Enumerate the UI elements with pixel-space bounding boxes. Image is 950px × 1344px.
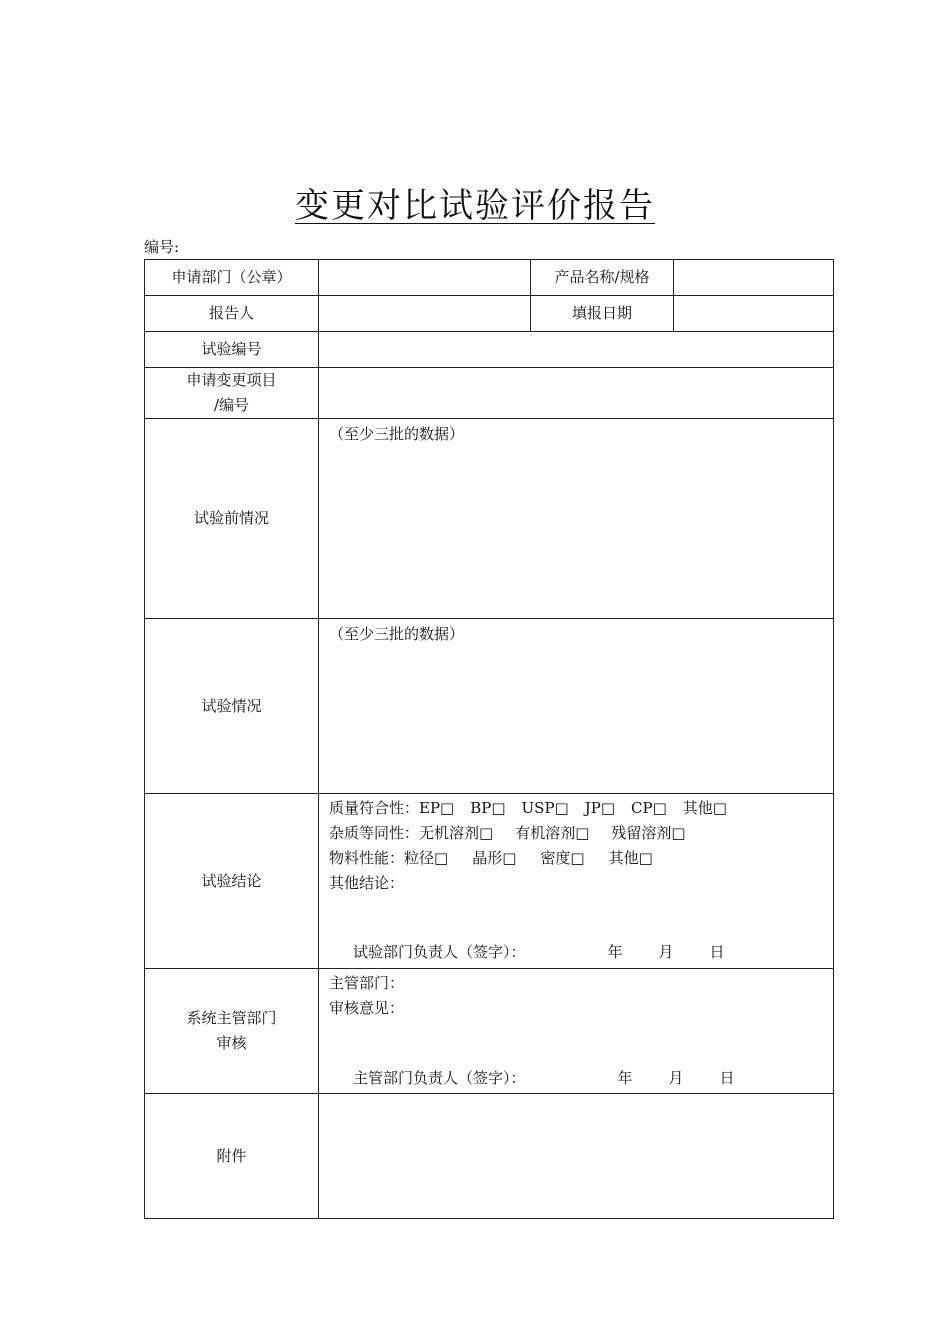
test-field[interactable] <box>319 619 834 794</box>
test-note: （至少三批的数据） <box>329 625 465 643</box>
review-day: 日 <box>719 1069 735 1087</box>
impurity-option-organic[interactable]: 有机溶剂□ <box>515 824 590 842</box>
product-field[interactable] <box>674 260 834 296</box>
document-number-label: 编号: <box>144 238 180 256</box>
date-field[interactable] <box>674 296 834 332</box>
test-day: 日 <box>709 943 725 961</box>
review-label-line1: 系统主管部门 <box>186 1009 277 1027</box>
evaluation-form-table <box>144 259 834 1219</box>
test-signature-label: 试验部门负责人（签字）： <box>353 943 526 961</box>
change-item-field[interactable] <box>319 368 834 419</box>
quality-option-ep[interactable]: EP□ <box>419 799 455 817</box>
row-conclusion <box>145 794 834 969</box>
quality-option-usp[interactable]: USP□ <box>521 799 569 817</box>
material-label: 物料性能： <box>329 849 405 867</box>
test-number-label: 试验编号 <box>145 332 319 368</box>
material-option-crystal[interactable]: 晶形□ <box>472 849 517 867</box>
quality-option-bp[interactable]: BP□ <box>470 799 506 817</box>
impurity-option-residual[interactable]: 残留溶剂□ <box>611 824 686 842</box>
row-test-number <box>145 332 834 368</box>
test-number-field[interactable] <box>319 332 834 368</box>
pre-test-note: （至少三批的数据） <box>329 425 465 443</box>
other-conclusion-label: 其他结论： <box>329 874 405 892</box>
pre-test-label: 试验前情况 <box>145 419 319 619</box>
impurity-line <box>329 821 823 846</box>
date-label: 填报日期 <box>531 296 674 332</box>
review-dept-line <box>329 971 823 996</box>
test-signature-line <box>329 942 823 962</box>
review-label-line2: 审核 <box>216 1034 247 1052</box>
conclusion-label: 试验结论 <box>145 794 319 969</box>
dept-field[interactable] <box>319 260 531 296</box>
dept-label: 申请部门（公章） <box>145 260 319 296</box>
document-title <box>0 178 950 227</box>
review-field <box>319 969 834 1094</box>
review-opinion-label: 审核意见： <box>329 999 405 1017</box>
reporter-label: 报告人 <box>145 296 319 332</box>
impurity-label: 杂质等同性： <box>329 824 420 842</box>
material-line <box>329 846 823 871</box>
pre-test-field[interactable] <box>319 419 834 619</box>
review-label <box>145 969 319 1094</box>
conclusion-field <box>319 794 834 969</box>
quality-line <box>329 796 823 821</box>
quality-option-other[interactable]: 其他□ <box>682 799 727 817</box>
test-month: 月 <box>658 943 674 961</box>
material-option-particle[interactable]: 粒径□ <box>404 849 449 867</box>
attachment-label: 附件 <box>145 1094 319 1219</box>
review-year: 年 <box>617 1069 633 1087</box>
test-year: 年 <box>607 943 623 961</box>
change-item-label <box>145 368 319 419</box>
review-opinion-line <box>329 996 823 1021</box>
row-department <box>145 260 834 296</box>
quality-label: 质量符合性： <box>329 799 420 817</box>
review-signature-line <box>329 1068 823 1088</box>
review-month: 月 <box>668 1069 684 1087</box>
document-title-text: 变更对比试验评价报告 <box>295 186 655 226</box>
change-item-label-line2: /编号 <box>213 396 250 414</box>
row-reporter <box>145 296 834 332</box>
change-item-label-line1: 申请变更项目 <box>186 371 277 389</box>
review-dept-label: 主管部门： <box>329 974 405 992</box>
quality-option-jp[interactable]: JP□ <box>584 799 615 817</box>
attachment-field[interactable] <box>319 1094 834 1219</box>
impurity-option-inorganic[interactable]: 无机溶剂□ <box>419 824 494 842</box>
quality-option-cp[interactable]: CP□ <box>631 799 667 817</box>
material-option-density[interactable]: 密度□ <box>540 849 585 867</box>
test-label: 试验情况 <box>145 619 319 794</box>
row-pre-test <box>145 419 834 619</box>
review-signature-label: 主管部门负责人（签字）： <box>353 1069 526 1087</box>
other-conclusion-line <box>329 871 823 896</box>
material-option-other[interactable]: 其他□ <box>608 849 653 867</box>
row-test <box>145 619 834 794</box>
row-change-item <box>145 368 834 419</box>
row-attachment <box>145 1094 834 1219</box>
reporter-field[interactable] <box>319 296 531 332</box>
product-label: 产品名称/规格 <box>531 260 674 296</box>
row-review <box>145 969 834 1094</box>
